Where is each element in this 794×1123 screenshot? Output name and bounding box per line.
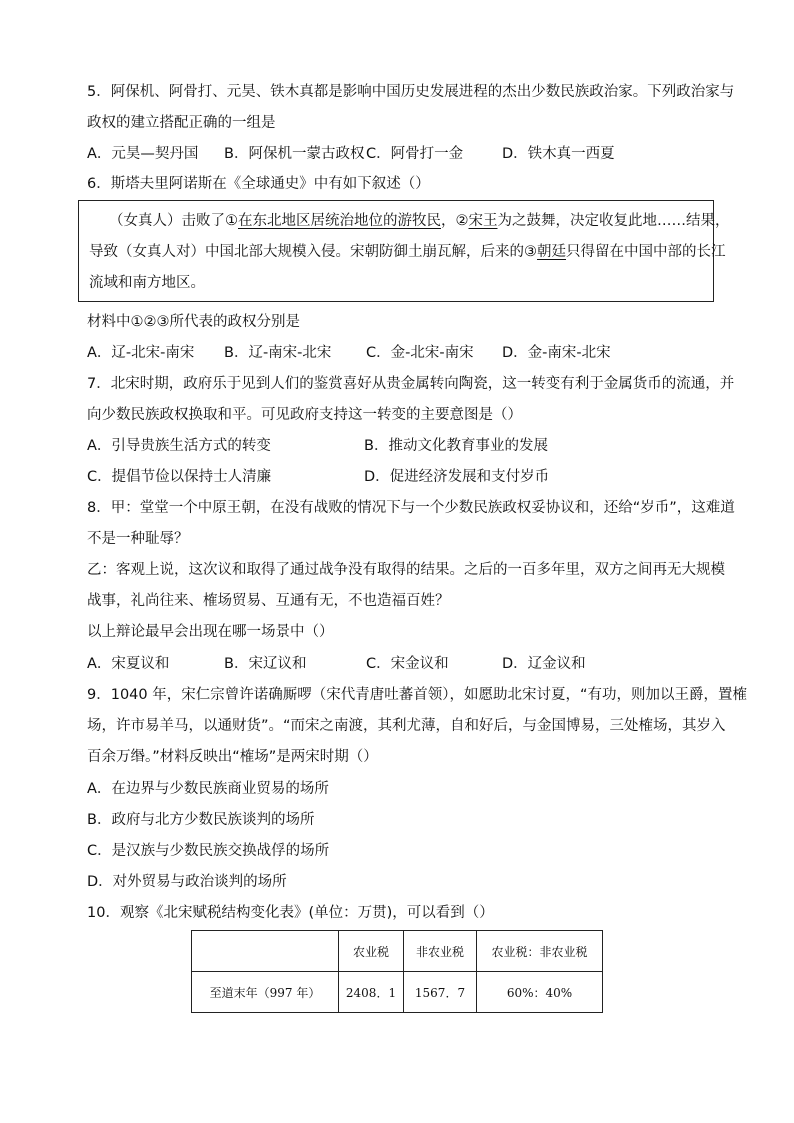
table-header-row <box>192 931 603 972</box>
q6-option-a[interactable]: A．辽-北宋-南宋 <box>87 345 195 361</box>
q9-option-a[interactable]: A．在边界与少数民族商业贸易的场所 <box>87 781 329 797</box>
q6-quote-text: 导致（女真人对）中国北部大规模入侵。宋朝防御土崩瓦解，后来的③ <box>89 244 537 260</box>
q5-option-a[interactable]: A．元昊—契丹国 <box>87 146 199 162</box>
tax-structure-table <box>191 930 603 1013</box>
q6-quote-line2 <box>89 242 726 262</box>
q8-option-b[interactable]: B．宋辽议和 <box>224 656 307 672</box>
q8-ask: 以上辩论最早会出现在哪一场景中（） <box>87 624 334 640</box>
q7-option-d[interactable]: D．促进经济发展和支付岁币 <box>364 469 550 485</box>
q6-quote-text: 为之鼓舞，决定收复此地……结果， <box>497 213 730 229</box>
q9-stem-line1: 9．1040 年，宋仁宗曾许诺确厮啰（宋代青唐吐蕃首领），如愿助北宋讨夏，“有功，则加以王爵，置榷 <box>87 687 747 703</box>
q5-option-b[interactable]: B．阿保机一蒙古政权 <box>224 146 365 162</box>
q6-quote-text: 只得留在中国中部的长江 <box>566 244 726 260</box>
table-cell-agri: 2408．1 <box>339 972 404 1013</box>
q6-quote-text: ，② <box>441 213 469 229</box>
q6-stem: 6．斯塔夫里阿诺斯在《全球通史》中有如下叙述（） <box>87 176 430 192</box>
q9-option-b[interactable]: B．政府与北方少数民族谈判的场所 <box>87 812 315 828</box>
q10-stem: 10．观察《北宋赋税结构变化表》(单位：万贯)，可以看到（） <box>87 905 494 921</box>
q6-quote-box <box>78 200 730 302</box>
table-row <box>192 972 603 1013</box>
q8-option-d[interactable]: D．辽金议和 <box>502 656 586 672</box>
table-header-cell: 农业税 <box>339 931 404 972</box>
table-cell-nonagri: 1567．7 <box>404 972 477 1013</box>
q7-option-a[interactable]: A．引导贵族生活方式的转变 <box>87 438 271 454</box>
table-cell-period: 至道末年（997 年） <box>192 972 339 1013</box>
q5-option-c[interactable]: C．阿骨打一金 <box>366 146 464 162</box>
q8-jia-line1: 8．甲：堂堂一个中原王朝，在没有战败的情况下与一个少数民族政权妥协议和，还给“岁币”，这难道 <box>87 500 735 516</box>
q7-stem-line1: 7．北宋时期，政府乐于见到人们的鉴赏喜好从贵金属转向陶瓷，这一转变有利于金属货币的流通，并 <box>87 376 735 392</box>
q9-stem-line3: 百余万缗。”材料反映出“榷场”是两宋时期（） <box>87 749 378 765</box>
table-header-cell <box>192 931 339 972</box>
q6-quote-line1 <box>109 211 730 231</box>
q7-option-b[interactable]: B．推动文化教育事业的发展 <box>364 438 548 454</box>
q5-option-d[interactable]: D．铁木真一西夏 <box>502 146 615 162</box>
q6-underline-1: 在东北地区居统治地位的游牧民 <box>238 213 441 229</box>
table-header-cell: 非农业税 <box>404 931 477 972</box>
q5-stem-line1: 5．阿保机、阿骨打、元昊、铁木真都是影响中国历史发展进程的杰出少数民族政治家。下列政治家与 <box>87 84 735 100</box>
q6-underline-3: 朝廷 <box>537 244 566 260</box>
q8-jia-line2: 不是一种耻辱？ <box>87 531 189 547</box>
q8-option-c[interactable]: C．宋金议和 <box>366 656 449 672</box>
q6-option-d[interactable]: D．金-南宋-北宋 <box>502 345 611 361</box>
q9-option-c[interactable]: C．是汉族与少数民族交换战俘的场所 <box>87 843 330 859</box>
q6-option-b[interactable]: B．辽-南宋-北宋 <box>224 345 332 361</box>
q7-stem-line2: 向少数民族政权换取和平。可见政府支持这一转变的主要意图是（） <box>87 407 522 423</box>
q6-quote-text: （女真人）击败了① <box>109 213 238 229</box>
q8-option-a[interactable]: A．宋夏议和 <box>87 656 170 672</box>
q5-stem-line2: 政权的建立搭配正确的一组是 <box>87 115 276 131</box>
q8-yi-line2: 战事，礼尚往来、榷场贸易、互通有无，不也造福百姓？ <box>87 593 450 609</box>
q6-quote-line3: 流域和南方地区。 <box>89 275 205 291</box>
q7-option-c[interactable]: C．提倡节俭以保持士人清廉 <box>87 469 272 485</box>
q6-ask: 材料中①②③所代表的政权分别是 <box>87 314 300 330</box>
q9-stem-line2: 场，许市易羊马，以通财货”。“而宋之南渡，其利尤薄，自和好后，与金国博易，三处榷场，其岁入 <box>87 718 726 734</box>
q8-yi-line1: 乙：客观上说，这次议和取得了通过战争没有取得的结果。之后的一百多年里，双方之间再无大规模 <box>87 562 725 578</box>
table-header-cell: 农业税：非农业税 <box>477 931 603 972</box>
q9-option-d[interactable]: D．对外贸易与政治谈判的场所 <box>87 874 287 890</box>
q6-underline-2: 宋王 <box>468 213 498 229</box>
table-cell-ratio: 60%：40% <box>477 972 603 1013</box>
q6-option-c[interactable]: C．金-北宋-南宋 <box>366 345 474 361</box>
